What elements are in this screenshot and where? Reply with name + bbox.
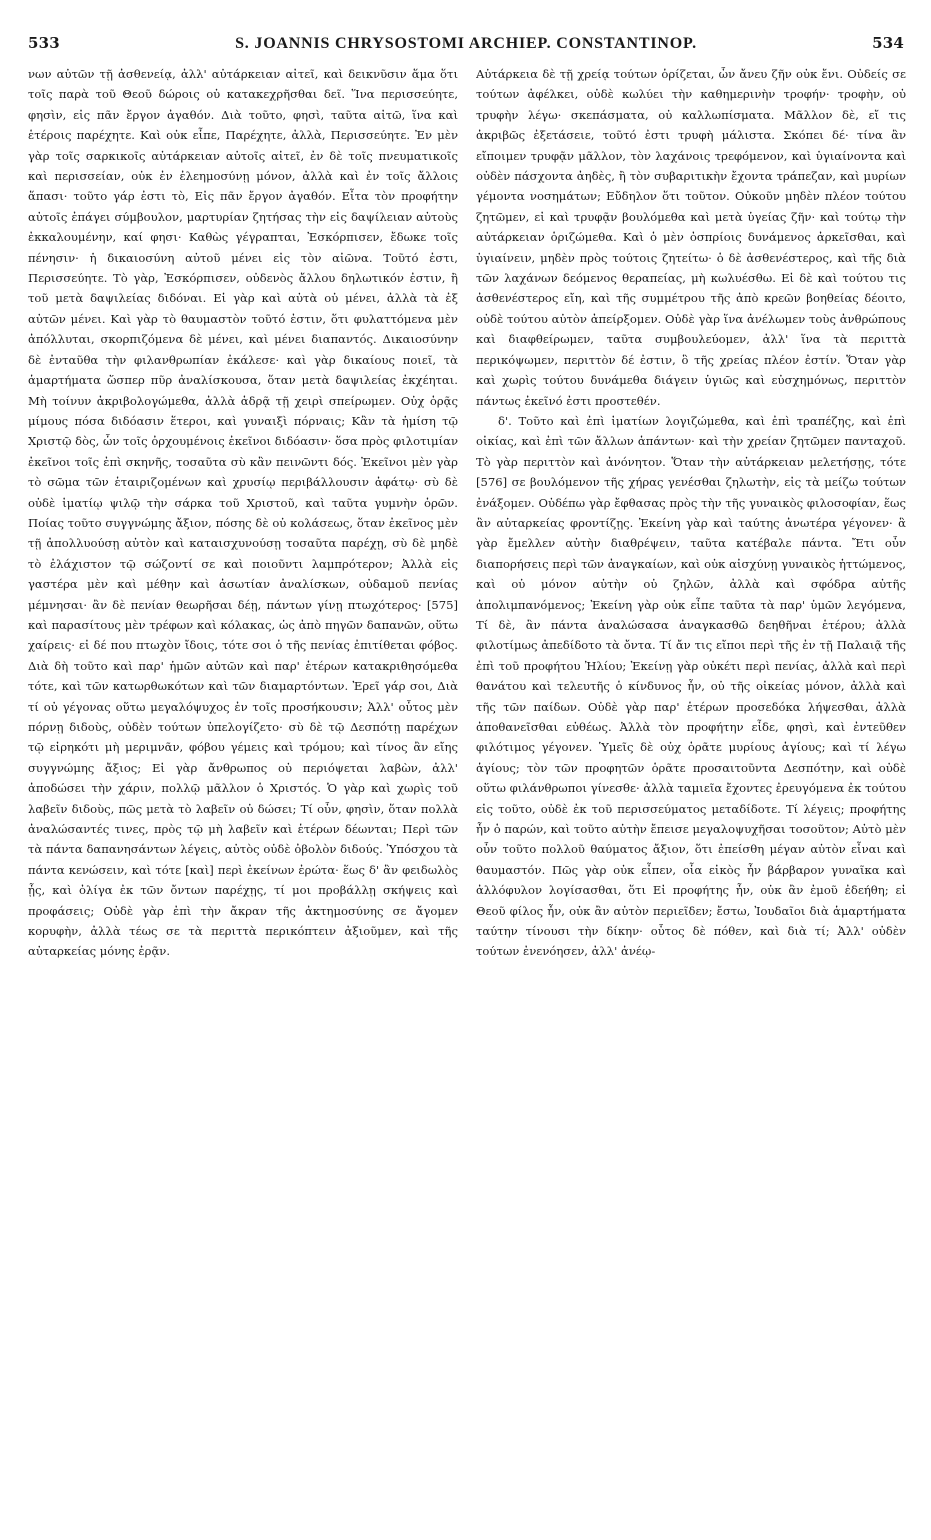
- running-header: [28, 34, 904, 56]
- right-paragraph-1: Αὐτάρκεια δὲ τῇ χρείᾳ τούτων ὁρίζεται, ὧν ἄνευ ζῆν οὐκ ἔνι. Οὐδείς σε τούτων ἀφέλκει, οὐδὲ κωλύει τὴν καθημερινὴν τροφήν· τροφὴν, οὐ τρυφὴν λέγω· σκεπάσματα, οὐ καλλωπίσματα. Μᾶλλον δὲ, εἴ τις ἀκριβῶς ἐξετάσειε, τοῦτό ἐστι τρυφὴ μάλιστα. Σκόπει δέ· τίνα ἂν εἴποιμεν τρυφᾷν μᾶλλον, τὸν λαχάνοις τρεφόμενον, καὶ ὑγιαίνοντα καὶ οὐδὲν πάσχοντα ἀηδὲς, ἢ τὸν συβαριτικὴν ἔχοντα τράπεζαν, καὶ μυρίων γέμοντα νοσημάτων; Εὔδηλον ὅτι τοῦτον. Οὐκοῦν μηδὲν πλέον τούτου ζητῶμεν, εἰ καὶ τρυφᾷν βουλόμεθα καὶ μετὰ ὑγείας ζῆν· καὶ τούτῳ τὴν αὐτάρκειαν ὁριζώμεθα. Καὶ ὁ μὲν ὀσπρίοις δυνάμενος ἀρκεῖσθαι, καὶ ὑγιαίνειν, μηδὲν πρὸς τούτοις ζητείτω· ὁ δὲ ἀσθενέστερος, καὶ τῆς διὰ τῶν λαχάνων δεόμενος θεραπείας, μὴ κωλυέσθω. Εἰ δὲ καὶ τούτου τις ἀσθενέστερος εἴη, καὶ τῆς συμμέτρου τῆς ἀπὸ κρεῶν βοηθείας δέοιτο, οὐδὲ τούτου αὐτὸν ἀπείρξομεν. Οὐδὲ γὰρ ἵνα ἀνέλωμεν τοὺς ἀνθρώπους καὶ διαφθείρωμεν, ταῦτα συμβουλεύομεν, ἀλλ' ἵνα τὰ περιττὰ περικόψωμεν, περιττὸν δέ ἐστιν, ὃ τῆς χρείας πλέον ἐστίν. Ὅταν γὰρ καὶ χωρὶς τούτου δυνάμεθα διάγειν ὑγιῶς καὶ εὐσχημόνως, περιττὸν πάντως ἐκεῖνό ἐστι προστεθέν.: [476, 67, 906, 408]
- running-title: S. JOANNIS CHRYSOSTOMI ARCHIEP. CONSTANTINOP.: [235, 35, 697, 52]
- left-column: [28, 64, 458, 1524]
- right-page-number: 534: [872, 34, 904, 52]
- left-page-number: 533: [28, 34, 60, 52]
- right-column: [476, 64, 906, 1524]
- left-paragraph-1: νων αὐτῶν τῇ ἀσθενείᾳ, ἀλλ' αὐτάρκειαν αἰτεῖ, καὶ δεικνῦσιν ἅμα ὅτι τοῖς παρὰ τοῦ Θεοῦ δώροις οὐ κατακεχρῆσθαι δεῖ. Ἵνα περισσεύητε, φησὶν, εἰς πᾶν ἔργον ἀγαθόν. Διὰ τοῦτο, φησὶ, ταῦτα αἰτῶ, ἵνα καὶ ἑτέροις παρέχητε. Καὶ οὐκ εἶπε, Παρέχητε, ἀλλὰ, Περισσεύητε. Ἐν μὲν γὰρ τοῖς σαρκικοῖς αὐτάρκειαν αὐτοῖς αἰτεῖ, ἐν δὲ τοῖς πνευματικοῖς καὶ περισσείαν, οὐκ ἐν ἐλεημοσύνῃ μόνον, ἀλλὰ καὶ ἐν τοῖς ἄλλοις ἅπασι· τοῦτο γάρ ἐστι τὸ, Εἰς πᾶν ἔργον ἀγαθόν. Εἶτα τὸν προφήτην αὐτοῖς ἐπάγει σύμβουλον, μαρτυρίαν ζητήσας τὴν εἰς δαψίλειαν αὐτοὺς ἐκκαλουμένην, καί φησι· Καθὼς γέγραπται, Ἐσκόρπισεν, ἔδωκε τοῖς πένησιν· ἡ δικαιοσύνη αὐτοῦ μένει εἰς τὸν αἰῶνα. Τοῦτό ἐστι, Περισσεύητε. Τὸ γὰρ, Ἐσκόρπισεν, οὐδενὸς ἄλλου δηλωτικόν ἐστιν, ἢ τοῦ μετὰ δαψιλείας διδόναι. Εἰ γὰρ καὶ αὐτὰ οὐ μένει, ἀλλὰ τὰ ἐξ αὐτῶν μένει. Καὶ γὰρ τὸ θαυμαστὸν τοῦτό ἐστιν, ὅτι φυλαττόμενα μὲν ἀπόλλυται, σκορπιζόμενα δὲ μένει, καὶ μένει διαπαντός. Δικαιοσύνην δὲ ἐνταῦθα τὴν φιλανθρωπίαν ἐκάλεσε· καὶ γὰρ δικαίους ποιεῖ, τὰ ἁμαρτήματα ὥσπερ πῦρ ἀναλίσκουσα, ὅταν μετὰ δαψιλείας ἐκχέηται. Μὴ τοίνυν ἀκριβολογώμεθα, ἀλλὰ ἁδρᾷ τῇ χειρὶ σπείρωμεν. Οὐχ ὁρᾷς μίμους πόσα διδόασιν ἕτεροι, καὶ γυναιξὶ πόρναις; Κἂν τὰ ἡμίση τῷ Χριστῷ δὸς, ὧν τοῖς ὀρχουμένοις ἐκεῖνοι διδόασιν· ὅσα πρὸς φιλοτιμίαν ἐκεῖνοι τοῖς ἐπὶ σκηνῆς, τοσαῦτα σὺ κἂν πεινῶντι δός. Ἐκεῖνοι μὲν γὰρ τὸ σῶμα τῶν ἑταιριζομένων καὶ χρυσίῳ περιβάλλουσιν ἀφάτῳ· σὺ δὲ οὐδὲ ἱματίῳ ψιλῷ τὴν σάρκα τοῦ Χριστοῦ, καὶ ταῦτα γυμνὴν ὁρῶν. Ποίας τοῦτο συγγνώμης ἄξιον, πόσης δὲ οὐ κολάσεως, ὅταν ἐκεῖνος μὲν τῇ ἀπολλυούσῃ αὐτὸν καὶ καταισχυνούσῃ τοσαῦτα παρέχῃ, σὺ δὲ μηδὲ τὸ ἐλάχιστον τῷ σώζοντί σε καὶ ποιοῦντι λαμπρότερον; Ἀλλὰ εἰς γαστέρα μὲν καὶ μέθην καὶ ἀσωτίαν ἀναλίσκων, οὐδαμοῦ πενίας μέμνησαι· ἂν δὲ πενίαν θεωρῆσαι δέῃ, πάντων γίνῃ πτωχότερος· [575] καὶ παρασίτους μὲν τρέφων καὶ κόλακας, ὡς ἀπὸ πηγῶν δαπανῶν, οὕτω χαίρεις· εἰ δέ που πτωχὸν ἴδοις, τότε σοι ὁ τῆς πενίας ἐπιτίθεται φόβος. Διὰ δὴ τοῦτο καὶ παρ' ἡμῶν αὐτῶν καὶ παρ' ἑτέρων κατακριθησόμεθα τότε, καὶ τῶν κατωρθωκότων καὶ τῶν διαμαρτόντων. Ἐρεῖ γάρ σοι, Διὰ τί οὐ γέγονας οὕτω μεγαλόψυχος ἐν τοῖς προσήκουσιν; Ἀλλ' οὗτος μὲν πόρνῃ διδοὺς, οὐδὲν τούτων ὑπελογίζετο· σὺ δὲ τῷ Δεσπότῃ παρέχων τῷ εἰρηκότι μὴ μεριμνᾶν, φόβου γέμεις καὶ τρόμου; καὶ τίνος ἂν εἴης συγγνώμης ἄξιος; Εἰ γὰρ ἄνθρωπος οὐ περιόψεται λαβὼν, ἀλλ' ἀποδώσει τὴν χάριν, πολλῷ μᾶλλον ὁ Χριστός. Ὁ γὰρ καὶ χωρὶς τοῦ λαβεῖν διδοὺς, πῶς μετὰ τὸ λαβεῖν οὐ δώσει; Τί οὖν, φησὶν, ὅταν πολλὰ ἀναλώσαντές τινες, πρὸς τῷ μὴ λαβεῖν καὶ ἑτέρων δέωνται; Περὶ τῶν τὰ πάντα δαπανησάντων λέγεις, αὐτὸς οὐδὲ ὀβολὸν διδούς. Ὑπόσχου τὰ πάντα κενώσειν, καὶ τότε [καὶ] περὶ ἐκείνων ἐρώτα· ἕως δ' ἂν φειδωλὸς ᾖς, καὶ ὀλίγα ἐκ τῶν ὄντων παρέχῃς, τί μοι προβάλλῃ σκήψεις καὶ προφάσεις; Οὐδὲ γὰρ ἐπὶ τὴν ἄκραν τῆς ἀκτημοσύνης σε ἄγομεν κορυφὴν, ἀλλὰ τέως σε τὰ περιττὰ περικόπτειν ἀξιοῦμεν, καὶ τῆς αὐταρκείας μόνης ἐρᾷν.: [28, 67, 458, 959]
- right-paragraph-2: δ'. Τοῦτο καὶ ἐπὶ ἱματίων λογιζώμεθα, καὶ ἐπὶ τραπέζης, καὶ ἐπὶ οἰκίας, καὶ ἐπὶ τῶν ἄλλων ἁπάντων· καὶ τὴν χρείαν ζητῶμεν πανταχοῦ. Τὸ γὰρ περιττὸν καὶ ἀνόνητον. Ὅταν τὴν αὐτάρκειαν μελετήσῃς, τότε [576] σε βουλόμενον τῆς χήρας γενέσθαι ζηλωτὴν, εἰς τὰ μείζω τούτων ἐνάξομεν. Οὐδέπω γὰρ ἔφθασας πρὸς τὴν τῆς γυναικὸς φιλοσοφίαν, ἕως ἂν αὐταρκείας φροντίζῃς. Ἐκείνη γὰρ καὶ ταύτης ἀνωτέρα γέγονεν· ἃ γὰρ ἔμελλεν αὐτὴν διαθρέψειν, ταῦτα κατέβαλε πάντα. Ἔτι οὖν διαπορήσεις περὶ τῶν ἀναγκαίων, καὶ οὐκ αἰσχύνῃ γυναικὸς ἡττώμενος, καὶ οὐ μόνον αὐτὴν οὐ ζηλῶν, ἀλλὰ καὶ σφόδρα αὐτῆς ἀπολιμπανόμενος; Ἐκείνη γὰρ οὐκ εἶπε ταῦτα τὰ παρ' ὑμῶν λεγόμενα, Τί δὲ, ἂν πάντα ἀναλώσασα ἀναγκασθῶ δεηθῆναι ἑτέρου; ἀλλὰ φιλοτίμως ἀπεδίδοτο τὰ ὄντα. Τί ἄν τις εἴποι περὶ τῆς ἐν τῇ Παλαιᾷ τῆς ἐπὶ τοῦ προφήτου Ἠλίου; Ἐκείνῃ γὰρ οὐκέτι περὶ πενίας, ἀλλὰ καὶ περὶ θανάτου καὶ τελευτῆς ὁ κίνδυνος ἦν, οὐ τῆς οἰκείας μόνον, ἀλλὰ καὶ τῆς τῶν παίδων. Οὐδὲ γὰρ παρ' ἑτέρων προσεδόκα λήψεσθαι, ἀλλὰ ἀποθανεῖσθαι εὐθέως. Ἀλλὰ τὸν προφήτην εἶδε, φησὶ, καὶ ἐντεῦθεν φιλότιμος γέγονεν. Ὑμεῖς δὲ οὐχ ὁρᾶτε μυρίους ἁγίους; καὶ τί λέγω ἁγίους; τὸν τῶν προφητῶν ὁρᾶτε προσαιτοῦντα Δεσπότην, καὶ οὐδὲ οὕτω φιλάνθρωποι γίνεσθε· ἀλλὰ ταμιεῖα ἔχοντες ἐρευγόμενα ἐκ τούτου εἰς τοῦτο, οὐδὲ ἐκ τοῦ περισσεύματος μεταδίδοτε. Τί λέγεις; προφήτης ἦν ὁ παρών, καὶ τοῦτο αὐτὴν ἔπεισε μεγαλοψυχῆσαι τοσοῦτον; Αὐτὸ μὲν οὖν τοῦτο πολλοῦ θαύματος ἄξιον, ὅτι ἐπείσθη μέγαν αὐτὸν εἶναι καὶ θαυμαστόν. Πῶς γὰρ οὐκ εἶπεν, οἷα εἰκὸς ἦν βάρβαρον γυναῖκα καὶ ἀλλόφυλον λογίσασθαι, ὅτι Εἰ προφήτης ἦν, οὐκ ἂν ἐμοῦ ἐδεήθη; εἰ Θεοῦ φίλος ἦν, οὐκ ἂν αὐτὸν περιεῖδεν; ἔστω, Ἰουδαῖοι διὰ ἁμαρτήματα ταύτην τίνουσι τὴν δίκην· οὗτος δὲ πόθεν, καὶ διὰ τί; Ἀλλ' οὐδὲν τούτων ἐνενόησεν, ἀλλ' ἀνέῳ-: [476, 413, 906, 959]
